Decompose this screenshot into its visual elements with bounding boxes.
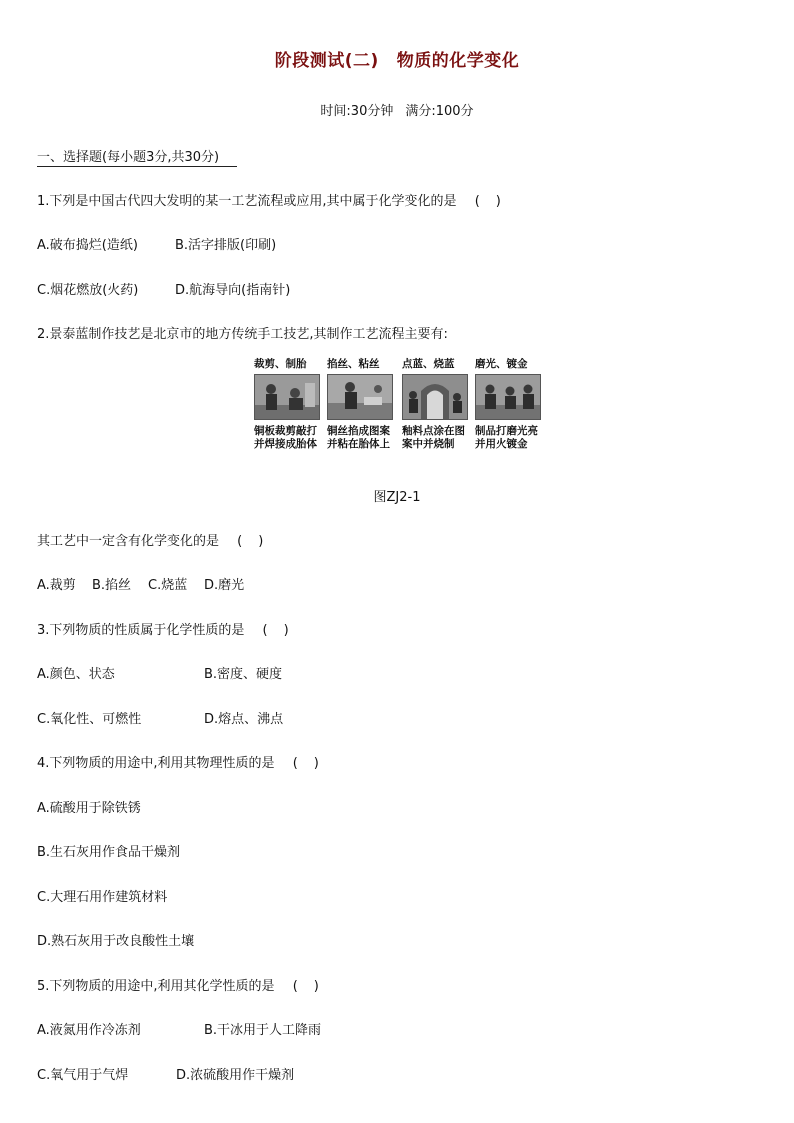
answer-blank (475, 194, 501, 209)
q2-stem: 2.景泰蓝制作技艺是北京市的地方传统手工技艺,其制作工艺流程主要有: (37, 327, 448, 342)
q3-option-b: B.密度、硬度 (204, 667, 283, 682)
paren-open: ( (474, 194, 480, 209)
section-heading (37, 146, 237, 165)
q1-options-row1 (37, 234, 276, 253)
q5-stem: 5.下列物质的用途中,利用其化学性质的是 (37, 979, 275, 994)
question-2-prompt (37, 530, 263, 549)
exam-info (0, 100, 794, 119)
step-4-photo (475, 374, 541, 420)
step-2-title: 掐丝、粘丝 (327, 358, 380, 370)
q3-option-c: C.氧化性、可燃性 (37, 712, 142, 727)
paren-close: ) (313, 756, 319, 771)
step-4-description: 制品打磨光亮并用火镀金 (475, 425, 538, 450)
q2-option-c: C.烧蓝 (148, 578, 188, 593)
q2-options (37, 574, 244, 593)
paren-open: ( (292, 756, 298, 771)
q1-option-a: A.破布捣烂(造纸) (37, 238, 138, 253)
q5-option-c: C.氧气用于气焊 (37, 1068, 129, 1083)
paren-open: ( (292, 979, 298, 994)
step-2-photo (327, 374, 393, 420)
q5-option-d: D.浓硫酸用作干燥剂 (176, 1068, 295, 1083)
paren-open: ( (237, 534, 243, 549)
figure-step-3 (402, 356, 468, 451)
figure-step-2 (327, 356, 393, 451)
step-1-description: 铜板裁剪敲打并焊接成胎体 (254, 425, 317, 450)
question-5 (37, 975, 319, 994)
paren-close: ) (258, 534, 264, 549)
q5-options-row2 (37, 1064, 294, 1083)
paren-open: ( (262, 623, 268, 638)
question-3 (37, 619, 289, 638)
step-3-photo (402, 374, 468, 420)
title-part1: 阶段测试(二) (274, 51, 379, 71)
paren-close: ) (495, 194, 501, 209)
step-4-title: 磨光、镀金 (475, 358, 528, 370)
section-title: 一、选择题(每小题3分,共30分) (37, 150, 237, 167)
q3-option-a: A.颜色、状态 (37, 667, 115, 682)
step-1-title: 裁剪、制胎 (254, 358, 307, 370)
answer-blank (293, 756, 319, 771)
question-1 (37, 190, 501, 209)
q4-option-b: B.生石灰用作食品干燥剂 (37, 845, 181, 860)
step-3-description: 釉料点涂在图案中并烧制 (402, 425, 465, 450)
answer-blank (263, 623, 289, 638)
paren-close: ) (313, 979, 319, 994)
figure-step-4 (475, 356, 541, 451)
q1-option-d: D.航海导向(指南针) (175, 283, 291, 298)
q4-stem: 4.下列物质的用途中,利用其物理性质的是 (37, 756, 275, 771)
step-1-photo (254, 374, 320, 420)
q1-stem: 1.下列是中国古代四大发明的某一工艺流程或应用,其中属于化学变化的是 (37, 194, 457, 209)
paren-close: ) (283, 623, 289, 638)
q4-option-d: D.熟石灰用于改良酸性土壤 (37, 934, 195, 949)
question-2 (37, 323, 448, 342)
q2-stem2: 其工艺中一定含有化学变化的是 (37, 534, 220, 549)
q5-option-a: A.液氮用作冷冻剂 (37, 1023, 141, 1038)
q2-option-a: A.裁剪 (37, 578, 76, 593)
page-title (0, 46, 794, 71)
step-3-title: 点蓝、烧蓝 (402, 358, 455, 370)
answer-blank (237, 534, 263, 549)
q4-option-a: A.硫酸用于除铁锈 (37, 801, 141, 816)
answer-blank (293, 979, 319, 994)
figure-caption: 图ZJ2-1 (373, 490, 421, 505)
q3-options-row2 (37, 708, 283, 727)
q4-option-c: C.大理石用作建筑材料 (37, 890, 168, 905)
q1-option-b: B.活字排版(印刷) (175, 238, 277, 253)
process-figure (254, 356, 544, 468)
exam-time: 时间:30分钟 (320, 104, 394, 119)
q1-option-c: C.烟花燃放(火药) (37, 283, 139, 298)
step-2-description: 铜丝掐成图案并粘在胎体上 (327, 425, 390, 450)
q5-options-row1 (37, 1019, 321, 1038)
q2-option-b: B.掐丝 (92, 578, 132, 593)
q5-option-b: B.干冰用于人工降雨 (204, 1023, 322, 1038)
exam-score: 满分:100分 (405, 104, 474, 119)
title-part2: 物质的化学变化 (396, 51, 520, 71)
q1-options-row2 (37, 279, 290, 298)
q2-option-d: D.磨光 (204, 578, 245, 593)
q3-option-d: D.熔点、沸点 (204, 712, 284, 727)
question-4 (37, 752, 319, 771)
q3-options-row1 (37, 663, 282, 682)
figure-step-1 (254, 356, 320, 451)
q3-stem: 3.下列物质的性质属于化学性质的是 (37, 623, 245, 638)
